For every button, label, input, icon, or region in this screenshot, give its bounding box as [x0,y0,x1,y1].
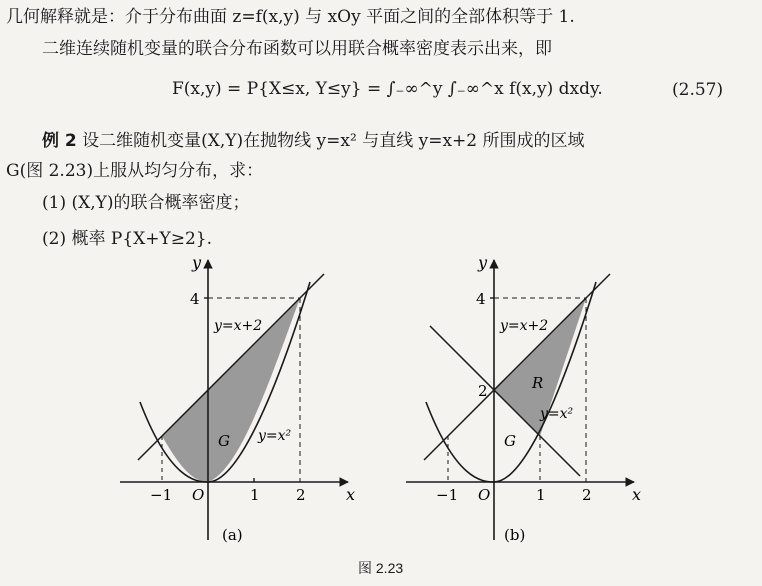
label-region-g: G [504,432,516,450]
tick-label-neg1: −1 [150,486,173,504]
tick-label-2: 2 [582,486,592,504]
tick-label-4: 4 [476,290,486,308]
item-1: (1) (X,Y)的联合概率密度； [42,193,250,213]
item-2: (2) 概率 P{X+Y≥2}. [42,229,212,249]
tick-label-2-y: 2 [478,382,488,400]
panel-b-graph [406,253,641,544]
formula: F(x,y) = P{X≤x, Y≤y} = ∫₋∞^y ∫₋∞^x f(x,y) dxdy. [172,79,603,99]
label-region-g: G [218,432,230,450]
label-parabola: y=x² [540,406,574,422]
label-origin: O [192,486,205,504]
sublabel-b: (b) [504,526,526,544]
tick-label-2: 2 [296,486,306,504]
line-y-x-plus-2 [424,274,610,460]
tick-label-1: 1 [536,486,546,504]
label-origin: O [478,486,491,504]
panel-a-graph [120,253,355,544]
label-y-axis: y [478,253,488,272]
label-x-axis: x [346,485,356,504]
example-line-2: G(图 2.23)上服从均匀分布，求： [6,161,264,181]
label-line: y=x+2 [214,318,263,334]
figure-caption: 图 2.23 [358,560,404,576]
text-line-2: 二维连续随机变量的联合分布函数可以用联合概率密度表示出来，即 [42,39,552,59]
tick-label-1: 1 [250,486,260,504]
sublabel-a: (a) [222,526,243,544]
label-line: y=x+2 [500,318,549,334]
tick-label-4: 4 [190,290,200,308]
label-x-axis: x [632,485,642,504]
example-text: 设二维随机变量(X,Y)在抛物线 y=x² 与直线 y=x+2 所围成的区域 [82,131,585,151]
label-y-axis: y [192,253,202,272]
equation-number: (2.57) [672,80,724,100]
example-label: 例 2 [42,131,77,151]
text-line-1: 几何解释就是：介于分布曲面 z=f(x,y) 与 xOy 平面之间的全部体积等于 1. [6,7,575,27]
label-region-r: R [532,374,544,392]
tick-label-neg1: −1 [436,486,459,504]
label-parabola: y=x² [258,428,292,444]
